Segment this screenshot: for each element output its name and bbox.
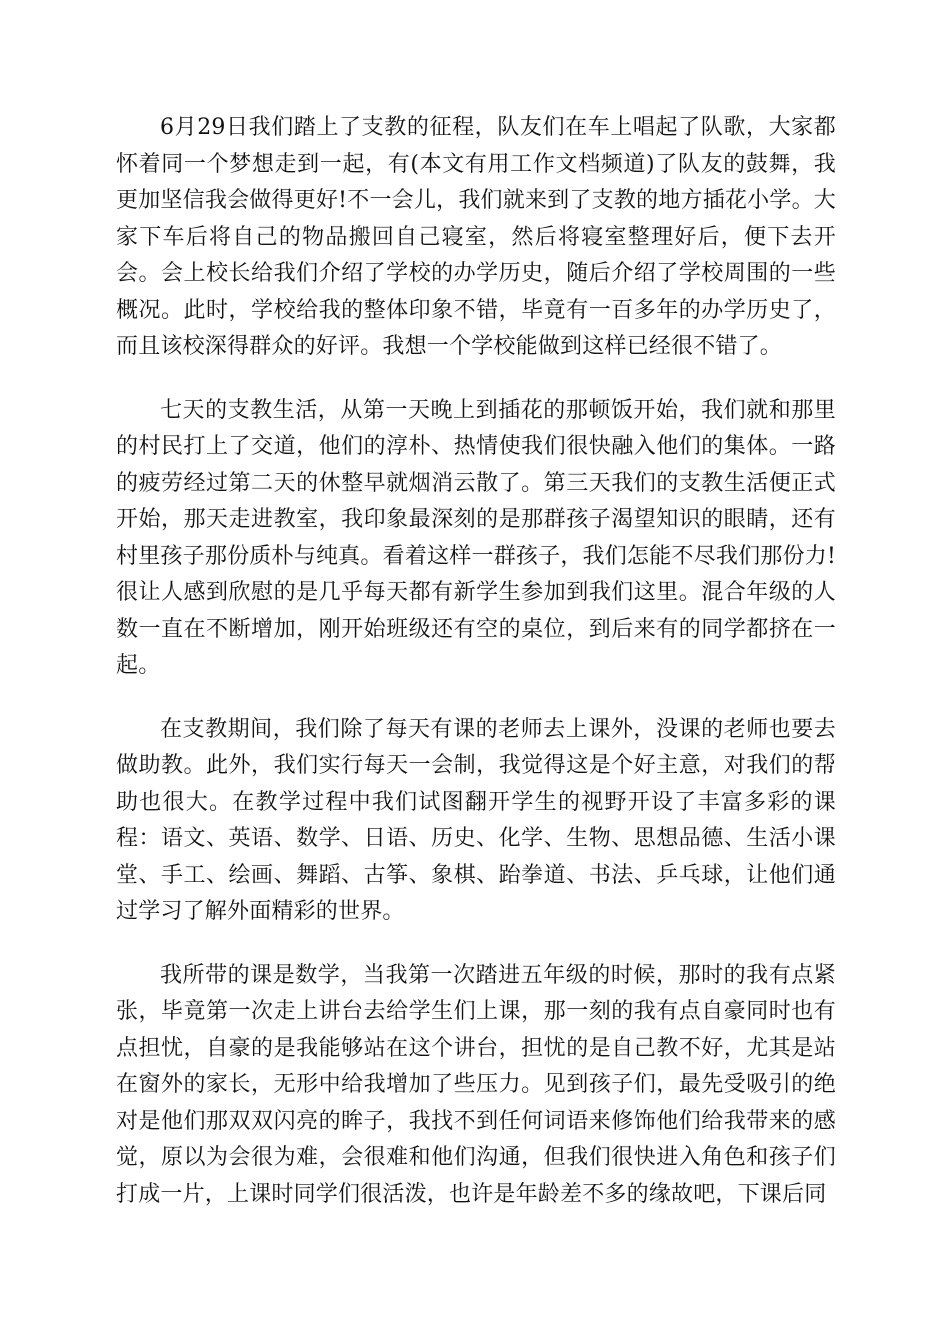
document-body [116,110,836,1240]
paragraph-3: 在支教期间，我们除了每天有课的老师去上课外，没课的老师也要去做助教。此外，我们实行每天一会制，我觉得这是个好主意，对我们的帮助也很大。在教学过程中我们试图翻开学生的视野开设了丰富多彩的课程：语文、英语、数学、日语、历史、化学、生物、思想品德、生活小课堂、手工、绘画、舞蹈、古筝、象棋、跆拳道、书法、乒乓球，让他们通过学习了解外面精彩的世界。 [116,716,836,924]
paragraph-1: 6月29日我们踏上了支教的征程，队友们在车上唱起了队歌，大家都怀着同一个梦想走到一起，有(本文有用工作文档频道)了队友的鼓舞，我更加坚信我会做得更好!不一会儿，我们就来到了支教的地方插花小学。大家下车后将自己的物品搬回自己寝室，然后将寝室整理好后，便下去开会。会上校长给我们介绍了学校的办学历史，随后介绍了学校周围的一些概况。此时，学校给我的整体印象不错，毕竟有一百多年的办学历史了，而且该校深得群众的好评。我想一个学校能做到这样已经很不错了。 [116,115,836,359]
paragraph-4: 我所带的课是数学，当我第一次踏进五年级的时候，那时的我有点紧张，毕竟第一次走上讲台去给学生们上课，那一刻的我有点自豪同时也有点担忧，自豪的是我能够站在这个讲台，担忧的是自己教不好，尤其是站在窗外的家长，无形中给我增加了些压力。见到孩子们，最先受吸引的绝对是他们那双双闪亮的眸子，我找不到任何词语来修饰他们给我带来的感觉，原以为会很为难，会很难和他们沟通，但我们很快进入角色和孩子们打成一片，上课时同学们很活泼，也许是年龄差不多的缘故吧，下课后同 [116,962,836,1207]
paragraph-2: 七天的支教生活，从第一天晚上到插花的那顿饭开始，我们就和那里的村民打上了交道，他们的淳朴、热情使我们很快融入他们的集体。一路的疲劳经过第二天的休整早就烟消云散了。第三天我们的支教生活便正式开始，那天走进教室，我印象最深刻的是那群孩子渴望知识的眼睛，还有村里孩子那份质朴与纯真。看着这样一群孩子，我们怎能不尽我们那份力!很让人感到欣慰的是几乎每天都有新学生参加到我们这里。混合年级的人数一直在不断增加，刚开始班级还有空的桌位，到后来有的同学都挤在一起。 [116,397,836,678]
